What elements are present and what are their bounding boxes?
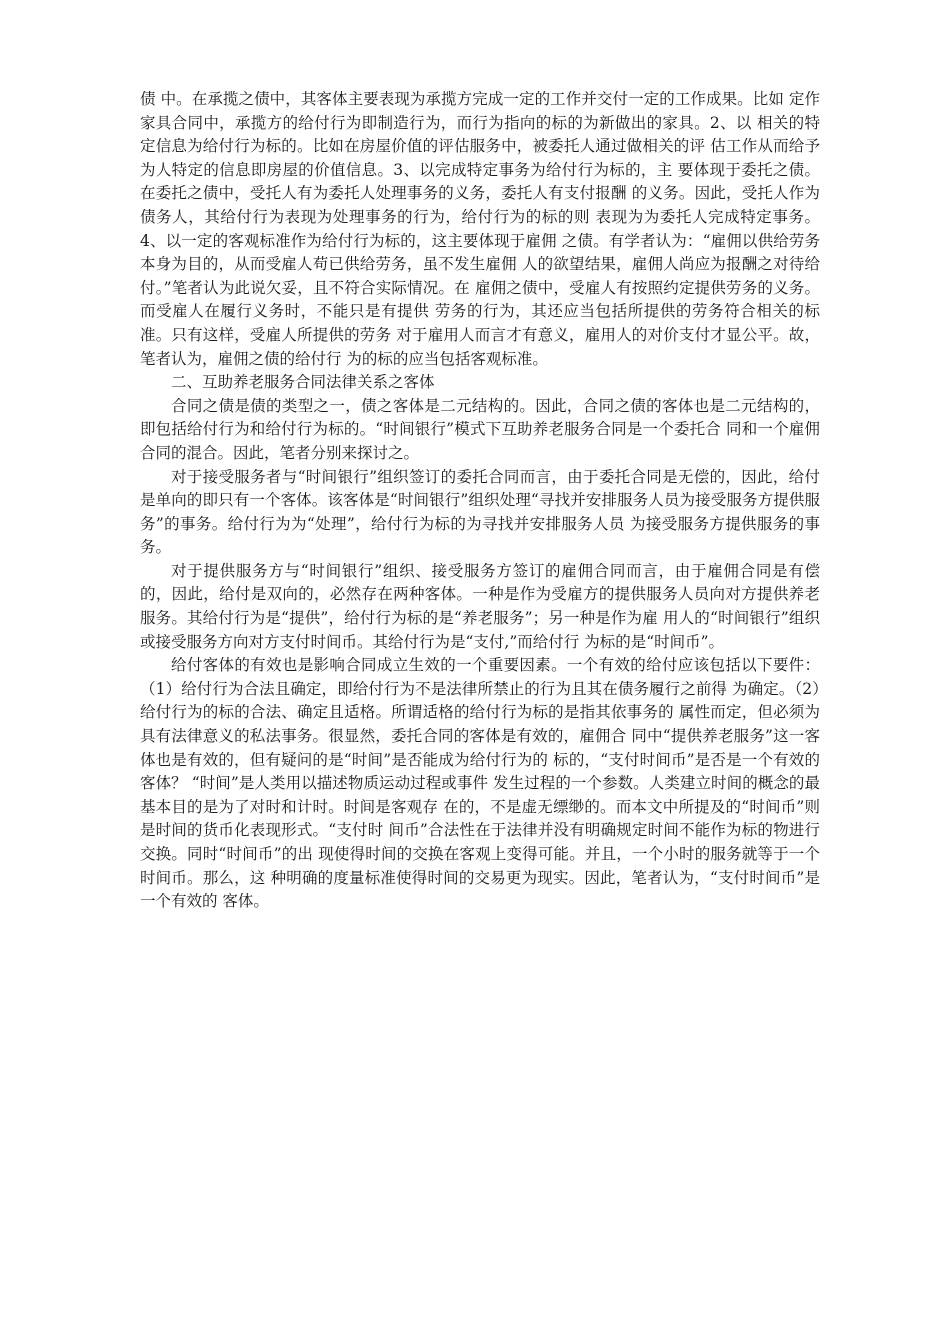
body-paragraph: 对于提供服务方与“时间银行”组织、接受服务方签订的雇佣合同而言，由于雇佣合同是有偿的，因此，给付是双向的，必然存在两种客体。一种是作为受雇方的提供服务人员向对方提供养老服务。其给付行为是“提供”，给付行为标的是“养老服务”；另一种是作为雇 用人的“时间银行”组织或接受服务方向对方支付时间币。其给付行为是“支付,”而给付行 为标的是“时间币”。 [140, 561, 820, 651]
section-heading: 二、互助养老服务合同法律关系之客体 [171, 373, 435, 392]
document-body [140, 88, 820, 914]
body-paragraph: 给付客体的有效也是影响合同成立生效的一个重要因素。一个有效的给付应该包括以下要件：（1）给付行为合法且确定，即给付行为不是法律所禁止的行为且其在债务履行之前得 为确定。（2）给付行为的标的合法、确定且适格。所谓适格的给付行为标的是指其依事务的 属性而定，但必须为具有法律意义的私法事务。很显然，委托合同的客体是有效的，雇佣合 同中“提供养老服务”这一客体也是有效的，但有疑问的是“时间”是否能成为给付行为的 标的，“支付时间币”是否是一个有效的客体？ “时间”是人类用以描述物质运动过程或事件 发生过程的一个参数。人类建立时间的概念的最基本目的是为了对时和计时。时间是客观存 在的，不是虚无缥缈的。而本文中所提及的“时间币”则是时间的货币化表现形式。“支付时 间币”合法性在于法律并没有明确规定时间不能作为标的物进行交换。同时“时间币”的出 现使得时间的交换在客观上变得可能。并且，一个小时的服务就等于一个时间币。那么，这 种明确的度量标准使得时间的交易更为现实。因此，笔者认为，“支付时间币”是一个有效的 客体。 [140, 656, 820, 911]
body-paragraph: 债 中。在承揽之债中，其客体主要表现为承揽方完成一定的工作并交付一定的工作成果。比如 定作家具合同中，承揽方的给付行为即制造行为，而行为指向的标的为新做出的家具。2、以 相关的特定信息为给付行为标的。比如在房屋价值的评估服务中，被委托人通过做相关的评 估工作从而给予为人特定的信息即房屋的价值信息。3、以完成特定事务为给付行为标的，主 要体现于委托之债。在委托之债中，受托人有为委托人处理事务的义务，委托人有支付报酬 的义务。因此，受托人作为债务人，其给付行为表现为处理事务的行为，给付行为的标的则 表现为为委托人完成特定事务。4、以一定的客观标准作为给付行为标的，这主要体现于雇佣 之债。有学者认为：“雇佣以供给劳务本身为目的，从而受雇人苟已供给劳务，虽不发生雇佣 人的欲望结果，雇佣人尚应为报酬之对待给付。”笔者认为此说欠妥，且不符合实际情况。在 雇佣之债中，受雇人有按照约定提供劳务的义务。而受雇人在履行义务时，不能只是有提供 劳务的行为，其还应当包括所提供的劳务符合相关的标准。只有这样，受雇人所提供的劳务 对于雇用人而言才有意义，雇用人的对价支付才显公平。故，笔者认为，雇佣之债的给付行 为的标的应当包括客观标准。 [140, 90, 820, 368]
body-paragraph: 对于接受服务者与“时间银行”组织签订的委托合同而言，由于委托合同是无偿的，因此，给付是单向的即只有一个客体。该客体是“时间银行”组织处理“寻找并安排服务人员为接受服务方提供服务”的事务。给付行为为“处理”，给付行为标的为寻找并安排服务人员 为接受服务方提供服务的事务。 [140, 467, 820, 557]
body-paragraph: 合同之债是债的类型之一，债之客体是二元结构的。因此，合同之债的客体也是二元结构的，即包括给付行为和给付行为标的。“时间银行”模式下互助养老服务合同是一个委托合 同和一个雇佣合同的混合。因此，笔者分别来探讨之。 [140, 396, 820, 462]
